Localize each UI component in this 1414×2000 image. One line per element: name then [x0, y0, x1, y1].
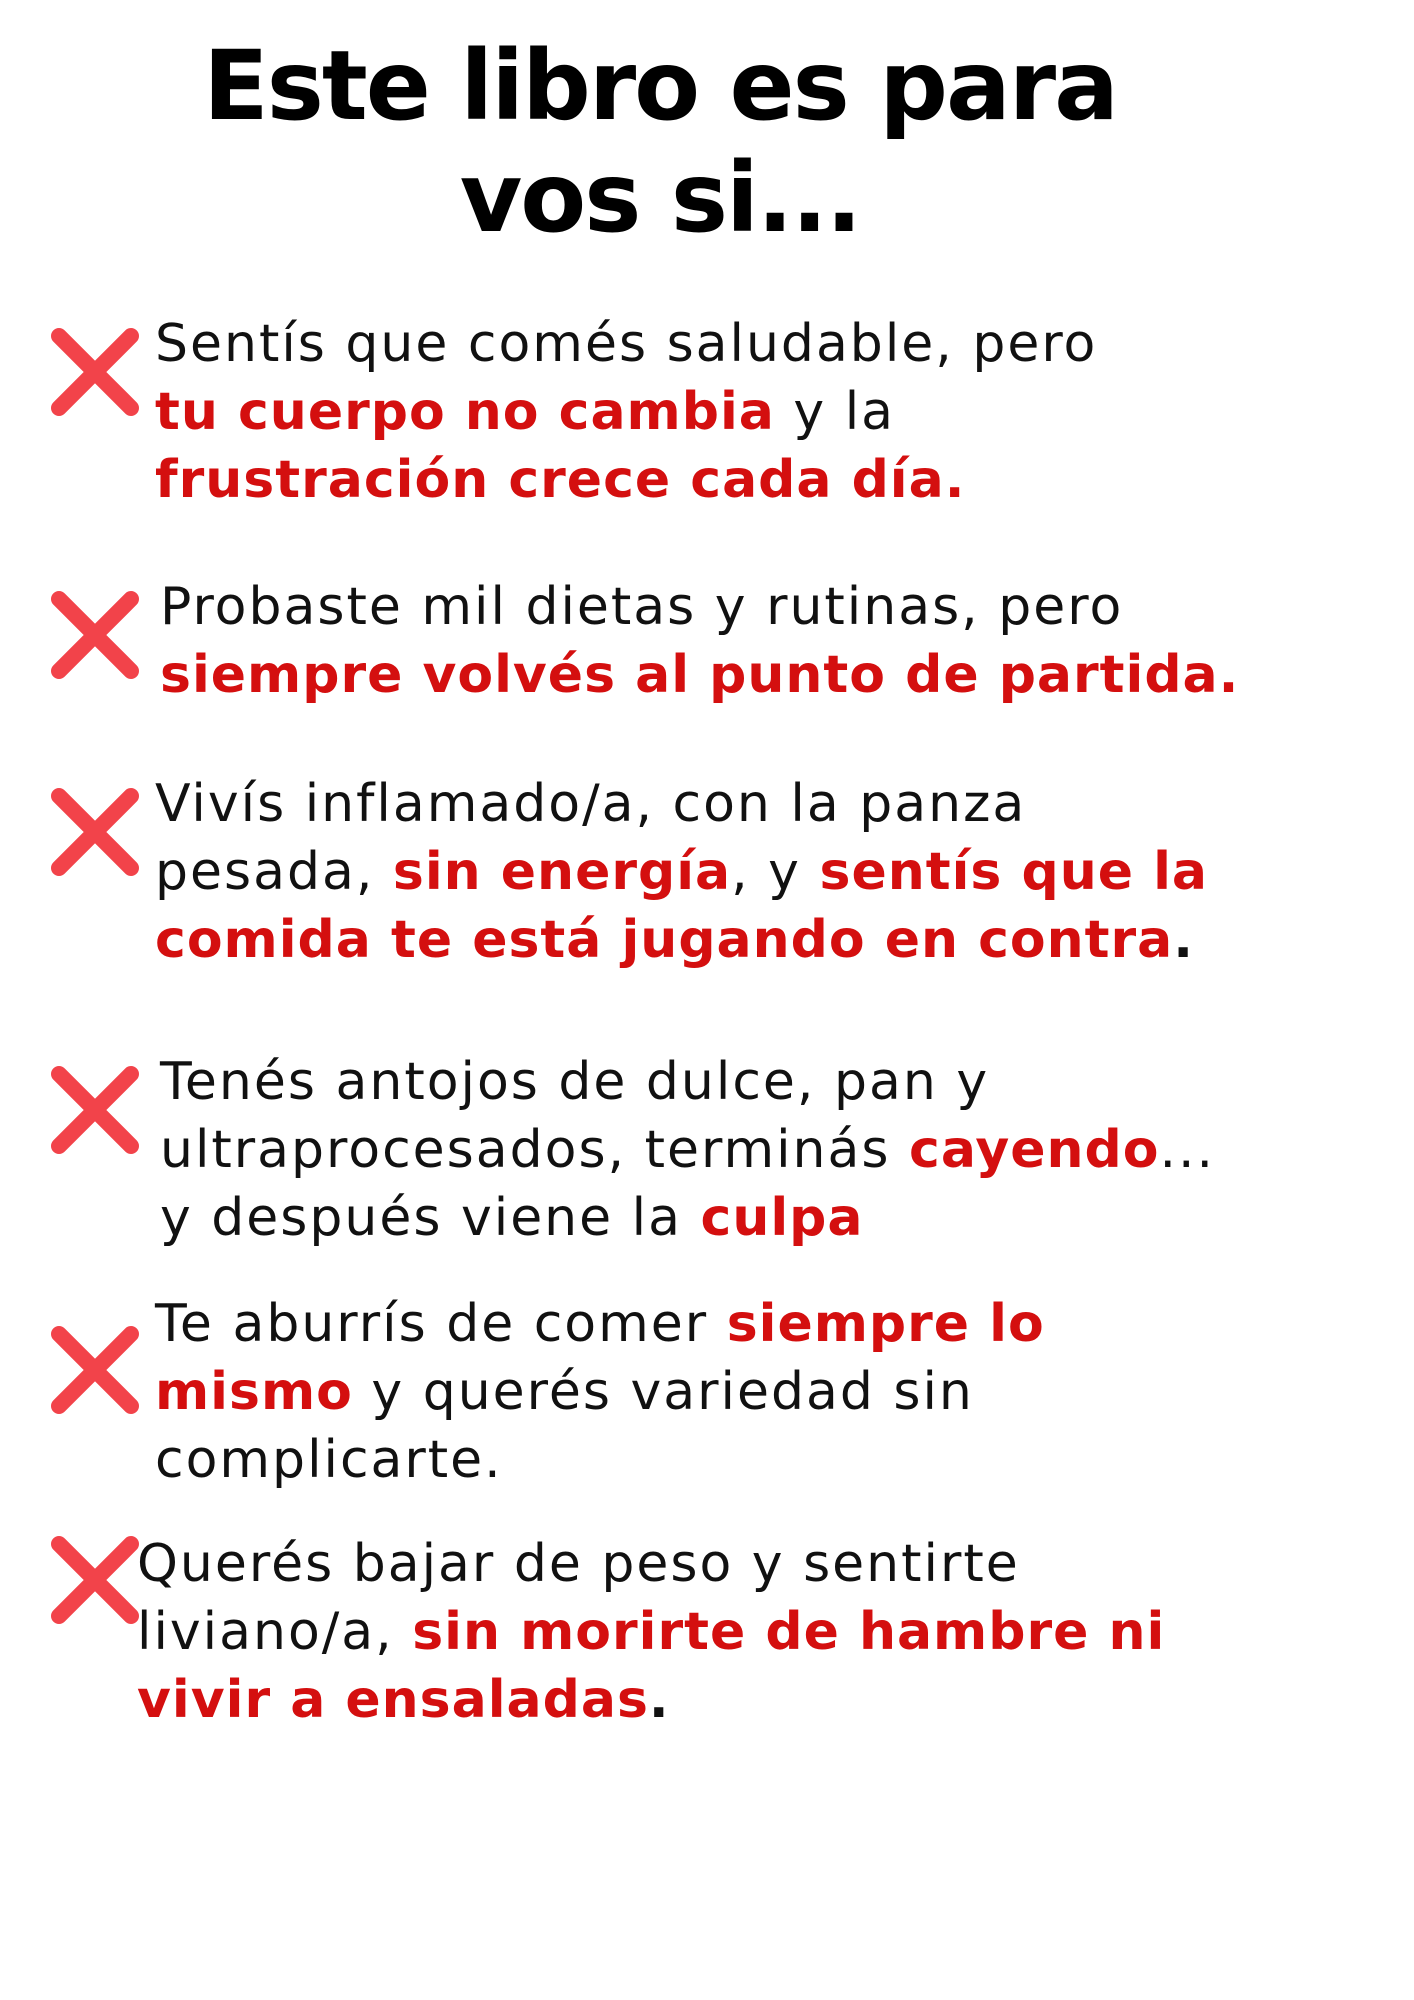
highlight-text: comida te está jugando en contra	[155, 910, 1174, 970]
item-text-fragment: Te aburrís de comer	[155, 1294, 727, 1354]
item-text-line: Tenés antojos de dulce, pan y	[160, 1052, 990, 1112]
x-mark-icon	[45, 1530, 145, 1630]
item-text-line: Sentís que comés saludable, pero	[155, 314, 1098, 374]
item-text-line	[137, 1666, 1165, 1734]
item-text-line	[160, 1184, 1215, 1252]
highlight-text: sin morirte de hambre ni	[412, 1602, 1166, 1662]
highlight-text: siempre lo	[726, 1294, 1045, 1354]
item-text-line	[155, 378, 1097, 446]
item-text-line	[155, 838, 1208, 906]
title-line-1: Este libro es para	[203, 30, 1117, 142]
highlight-text: tu cuerpo no cambia	[155, 382, 775, 442]
x-mark-icon	[45, 585, 145, 685]
item-text-fragment: , y	[731, 842, 820, 902]
highlight-text: sin energía	[392, 842, 732, 902]
title-line-2: vos si...	[459, 142, 861, 254]
x-mark-icon	[45, 322, 145, 422]
item-text-fragment: ...	[1159, 1120, 1216, 1180]
item-text-fragment: pesada,	[155, 842, 393, 902]
item-text-fragment: .	[648, 1670, 671, 1730]
highlight-text: frustración crece cada día.	[155, 450, 966, 510]
x-mark-icon	[45, 782, 145, 882]
x-mark-icon	[45, 1320, 145, 1420]
x-mark-icon	[45, 1060, 145, 1160]
item-text-line	[155, 1358, 1045, 1426]
item-text-line: complicarte.	[155, 1430, 503, 1490]
item-text-fragment: liviano/a,	[137, 1602, 413, 1662]
highlight-text: culpa	[700, 1188, 864, 1248]
item-text-fragment: y después viene la	[160, 1188, 701, 1248]
item-text-fragment: .	[1173, 910, 1196, 970]
item-text-line	[160, 1116, 1215, 1184]
item-text-line: Querés bajar de peso y sentirte	[137, 1534, 1020, 1594]
item-text-line: Vivís inflamado/a, con la panza	[155, 774, 1027, 834]
item-text-line	[155, 1290, 1045, 1358]
page-title	[0, 30, 1320, 254]
item-text-fragment: y la	[774, 382, 896, 442]
highlight-text: vivir a ensaladas	[137, 1670, 649, 1730]
item-text-fragment: ultraprocesados, terminás	[160, 1120, 909, 1180]
item-text-line	[155, 906, 1208, 974]
highlight-text: siempre volvés al punto de partida.	[160, 645, 1240, 705]
highlight-text: sentís que la	[819, 842, 1209, 902]
item-text-line: Probaste mil dietas y rutinas, pero	[160, 577, 1124, 637]
highlight-text: cayendo	[909, 1120, 1160, 1180]
item-text-fragment: y querés variedad sin	[352, 1362, 974, 1422]
highlight-text: mismo	[155, 1362, 353, 1422]
item-text-line	[137, 1598, 1165, 1666]
